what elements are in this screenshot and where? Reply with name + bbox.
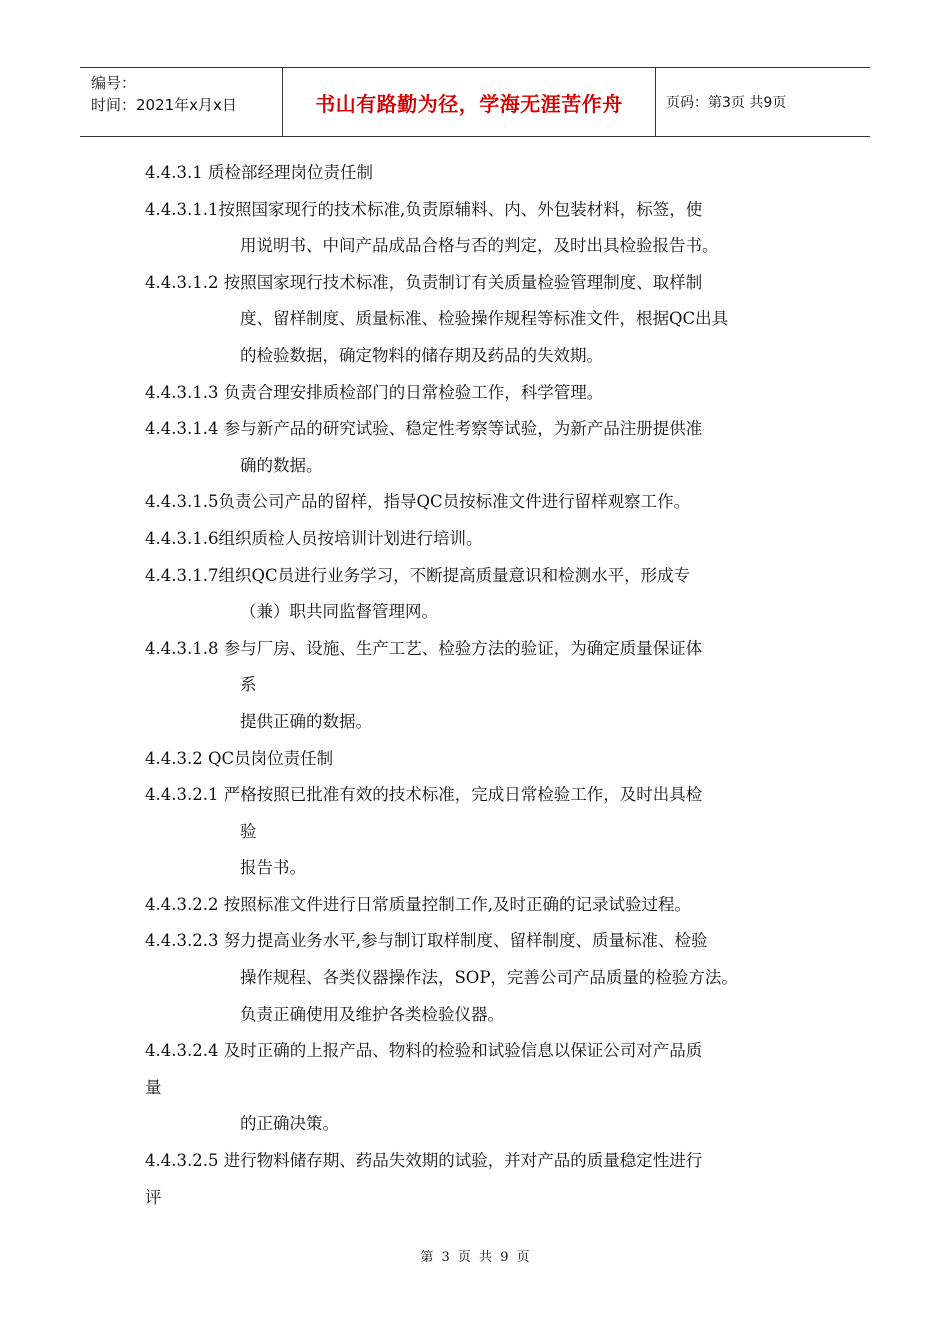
text-line: 系 [240,675,257,695]
text-line: 确的数据。 [240,455,323,475]
header-meta [80,68,282,136]
text-line: 量 [145,1077,162,1097]
text-line: （兼）职共同监督管理网。 [240,602,438,622]
text-line: 评 [145,1187,162,1207]
text-line: 提供正确的数据。 [240,711,372,731]
text-line: 4.4.3.1.2 按照国家现行技术标准，负责制订有关质量检验管理制度、取样制 [145,272,703,292]
text-line: 用说明书、中间产品成品合格与否的判定，及时出具检验报告书。 [240,236,719,256]
text-line: 的检验数据，确定物料的储存期及药品的失效期。 [240,345,603,365]
doc-time-label: 时间：2021年x月x日 [91,96,237,114]
text-line: 4.4.3.1.8 参与厂房、设施、生产工艺、检验方法的验证，为确定质量保证体 [145,638,703,658]
page-header [80,67,870,137]
text-line: 报告书。 [240,858,306,878]
text-line: 验 [240,821,257,841]
header-motto: 书山有路勤为径，学海无涯苦作舟 [282,68,656,136]
doc-number-label: 编号： [91,74,137,92]
text-line: 4.4.3.1.5负责公司产品的留样，指导QC员按标准文件进行留样观察工作。 [145,492,691,512]
text-line: 度、留样制度、质量标准、检验操作规程等标准文件，根据QC出具 [240,309,729,329]
text-line: 4.4.3.2.2 按照标准文件进行日常质量控制工作,及时正确的记录试验过程。 [145,894,691,914]
text-line: 4.4.3.2.1 严格按照已批准有效的技术标准，完成日常检验工作，及时出具检 [145,785,703,805]
text-line: 4.4.3.1.4 参与新产品的研究试验、稳定性考察等试验，为新产品注册提供准 [145,419,703,439]
text-line: 4.4.3.1 质检部经理岗位责任制 [145,163,373,182]
text-line: 4.4.3.1.7组织QC员进行业务学习，不断提高质量意识和检测水平，形成专 [145,565,691,585]
text-line: 4.4.3.2.5 进行物料储存期、药品失效期的试验，并对产品的质量稳定性进行 [145,1151,703,1171]
text-line: 4.4.3.2.3 努力提高业务水平,参与制订取样制度、留样制度、质量标准、检验 [145,931,708,951]
document-body [145,155,810,1216]
text-line: 的正确决策。 [240,1114,339,1134]
text-line: 4.4.3.1.1按照国家现行的技术标准,负责原辅料、内、外包装材料，标签，使 [145,199,703,219]
text-line: 负责正确使用及维护各类检验仪器。 [240,1004,504,1024]
text-line: 4.4.3.1.3 负责合理安排质检部门的日常检验工作，科学管理。 [145,382,604,402]
page-footer: 第 3 页 共 9 页 [420,1250,530,1265]
text-line: 4.4.3.1.6组织质检人员按培训计划进行培训。 [145,528,483,548]
text-line: 操作规程、各类仪器操作法，SOP，完善公司产品质量的检验方法。 [240,968,738,988]
header-page-code: 页码：第3页 共9页 [666,95,787,111]
text-line: 4.4.3.2 QC员岗位责任制 [145,748,334,768]
text-line: 4.4.3.2.4 及时正确的上报产品、物料的检验和试验信息以保证公司对产品质 [145,1041,703,1061]
